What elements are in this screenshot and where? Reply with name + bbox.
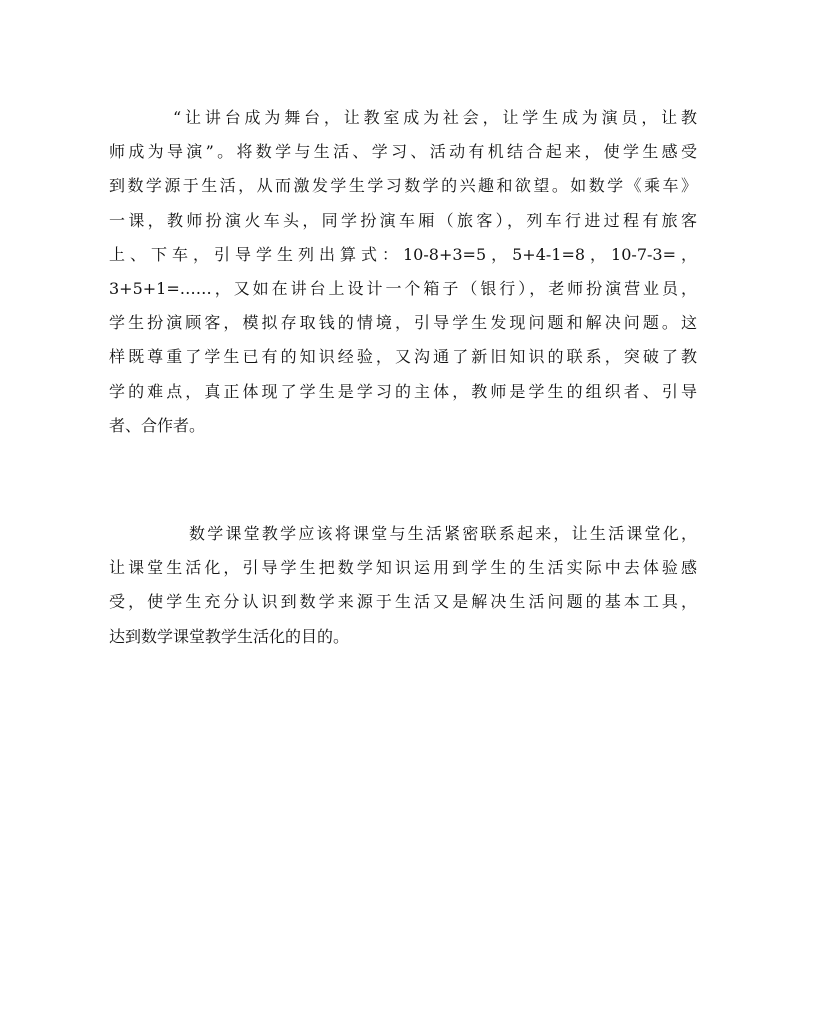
paragraph-1-line-8: 样既尊重了学生已有的知识经验，又沟通了新旧知识的联系，突破了教 — [109, 347, 697, 367]
paragraph-1-line-9: 学的难点，真正体现了学生是学习的主体，教师是学生的组织者、引导 — [109, 381, 697, 401]
paragraph-2-line-2: 让课堂生活化，引导学生把数学知识运用到学生的生活实际中去体验感 — [109, 558, 697, 578]
paragraph-2-line-4: 达到数学课堂教学生活化的目的。 — [109, 626, 350, 646]
paragraph-1-line-5: 上、下车，引导学生列出算式：10-8+3=5，5+4-1=8，10-7-3=， — [109, 244, 697, 264]
paragraph-1-line-10: 者、合作者。 — [109, 415, 206, 435]
paragraph-1-line-7: 学生扮演顾客，模拟存取钱的情境，引导学生发现问题和解决问题。这 — [109, 313, 697, 333]
paragraph-1-line-6: 3+5+1=……，又如在讲台上设计一个箱子（银行），老师扮演营业员， — [109, 278, 697, 298]
paragraph-1-line-3: 到数学源于生活，从而激发学生学习数学的兴趣和欲望。如数学《乘车》 — [109, 176, 697, 196]
paragraph-1-line-2: 师成为导演”。将数学与生活、学习、活动有机结合起来，使学生感受 — [109, 142, 697, 162]
paragraph-1 — [109, 101, 697, 443]
paragraph-2 — [109, 517, 697, 654]
paragraph-1-line-1: “让讲台成为舞台，让教室成为社会，让学生成为演员，让教 — [173, 108, 697, 127]
paragraph-2-line-3: 受，使学生充分认识到数学来源于生活又是解决生活问题的基本工具， — [109, 592, 697, 612]
paragraph-1-line-4: 一课，教师扮演火车头，同学扮演车厢（旅客），列车行进过程有旅客 — [109, 210, 697, 230]
paragraph-2-line-1: 数学课堂教学应该将课堂与生活紧密联系起来，让生活课堂化， — [189, 524, 697, 543]
